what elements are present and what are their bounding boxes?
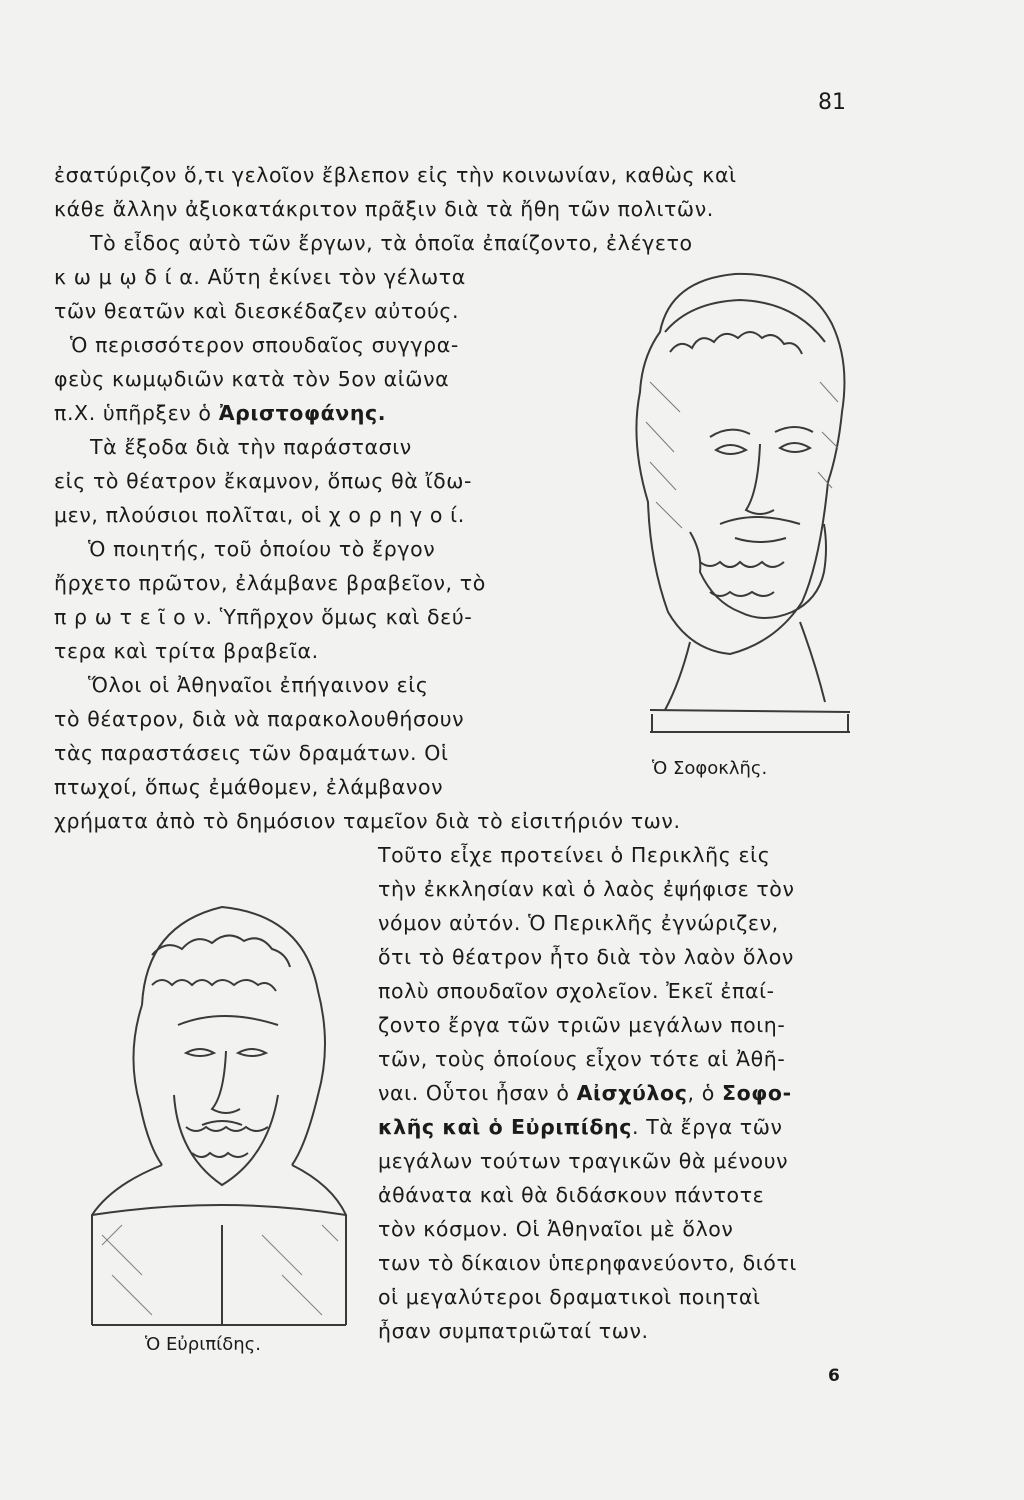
text-line: τῶν θεατῶν καὶ διεσκέδαζεν αὐτούς.: [54, 299, 460, 323]
text-line: ἀθάνατα καὶ θὰ διδάσκουν πάντοτε: [378, 1183, 765, 1207]
text-span: κλῆς καὶ ὁ: [378, 1115, 512, 1139]
sophocles-caption: Ὁ Σοφοκλῆς.: [652, 758, 768, 779]
text-line: [54, 396, 386, 430]
text-line: φεὺς κωμῳδιῶν κατὰ τὸν 5ον αἰῶνα: [54, 367, 450, 391]
text-span: . Τὰ ἔργα τῶν: [631, 1115, 783, 1139]
text-line: κάθε ἄλλην ἀξιοκατάκριτον πρᾶξιν διὰ τὰ ἤθη τῶν πολιτῶν.: [54, 197, 714, 221]
text-line: τῶν, τοὺς ὁποίους εἶχον τότε αἱ Ἀθῆ-: [378, 1047, 786, 1071]
text-line: Τὸ εἶδος αὐτὸ τῶν ἔργων, τὰ ὁποῖα ἐπαίζοντο, ἐλέγετο: [90, 231, 693, 255]
text-line: νόμον αὐτόν. Ὁ Περικλῆς ἐγνώριζεν,: [378, 911, 779, 935]
text-line: Ὅλοι οἱ Ἀθηναῖοι ἐπήγαινον εἰς: [88, 673, 429, 697]
name-aischylos: Αἰσχύλος: [576, 1081, 688, 1105]
term-proteion: π ρ ω τ ε ῖ ο ν.: [54, 605, 213, 629]
text-line: κ ω μ ῳ δ ί α. Αὕτη ἐκίνει τὸν γέλωτα: [54, 265, 466, 289]
text-line: Τοῦτο εἶχε προτείνει ὁ Περικλῆς εἰς: [378, 843, 771, 867]
text-line: ἦσαν συμπατριῶταί των.: [378, 1319, 649, 1343]
text-line: οἱ μεγαλύτεροι δραματικοὶ ποιηταὶ: [378, 1285, 761, 1309]
text-line: εἰς τὸ θέατρον ἔκαμνον, ὅπως θὰ ἴδω-: [54, 469, 472, 493]
text-line: [378, 1110, 783, 1144]
text-line: ὅτι τὸ θέατρον ἦτο διὰ τὸν λαὸν ὅλον: [378, 945, 794, 969]
page-number: 81: [818, 90, 846, 115]
name-aristophanes: Ἀριστοφάνης.: [218, 401, 387, 425]
text-line: Ὁ περισσότερον σπουδαῖος συγγρα-: [70, 333, 459, 357]
name-sophocles: Σοφο-: [722, 1081, 792, 1105]
text-line: τερα καὶ τρίτα βραβεῖα.: [54, 639, 319, 663]
text-line: ζοντο ἔργα τῶν τριῶν μεγάλων ποιη-: [378, 1013, 786, 1037]
name-euripides: Εὐριπίδης: [511, 1115, 632, 1139]
text-line: πτωχοί, ὅπως ἐμάθομεν, ἐλάμβανον: [54, 775, 444, 799]
text-line: [378, 1076, 792, 1110]
euripides-caption: Ὁ Εὐριπίδης.: [145, 1334, 261, 1355]
text-span: π.Χ. ὑπῆρξεν ὁ: [54, 401, 219, 425]
text-line: τὰς παραστάσεις τῶν δραμάτων. Οἱ: [54, 741, 449, 765]
text-line: Τὰ ἔξοδα διὰ τὴν παράστασιν: [90, 435, 412, 459]
text-line: Ὁ ποιητής, τοῦ ὁποίου τὸ ἔργον: [88, 537, 436, 561]
term-choregoi: χ ο ρ η γ ο ί.: [328, 503, 465, 527]
text-line: μεγάλων τούτων τραγικῶν θὰ μένουν: [378, 1149, 789, 1173]
text-span: ναι. Οὗτοι ἦσαν ὁ: [378, 1081, 577, 1105]
sophocles-bust-illustration: [570, 262, 870, 752]
text-line: τὸ θέατρον, διὰ νὰ παρακολουθήσουν: [54, 707, 465, 731]
text-line: τὸν κόσμον. Οἱ Ἀθηναῖοι μὲ ὅλον: [378, 1217, 734, 1241]
text-line: τὴν ἐκκλησίαν καὶ ὁ λαὸς ἐψήφισε τὸν: [378, 877, 795, 901]
text-span: μεν, πλούσιοι πολῖται, οἱ: [54, 503, 329, 527]
euripides-bust-illustration: [82, 895, 362, 1335]
text-line: ἐσατύριζον ὅ,τι γελοῖον ἔβλεπον εἰς τὴν κοινωνίαν, καθὼς καὶ: [54, 163, 737, 187]
text-line: [54, 600, 472, 634]
text-line: [54, 498, 465, 532]
signature-mark: 6: [828, 1366, 840, 1386]
text-span: Ὑπῆρχον ὅμως καὶ δεύ-: [212, 605, 473, 629]
text-line: πολὺ σπουδαῖον σχολεῖον. Ἐκεῖ ἐπαί-: [378, 979, 775, 1003]
text-line: των τὸ δίκαιον ὑπερηφανεύοντο, διότι: [378, 1251, 797, 1275]
text-line: χρήματα ἀπὸ τὸ δημόσιον ταμεῖον διὰ τὸ εἰσιτήριόν των.: [54, 809, 681, 833]
text-line: ἤρχετο πρῶτον, ἐλάμβανε βραβεῖον, τὸ: [54, 571, 486, 595]
text-span: , ὁ: [687, 1081, 722, 1105]
